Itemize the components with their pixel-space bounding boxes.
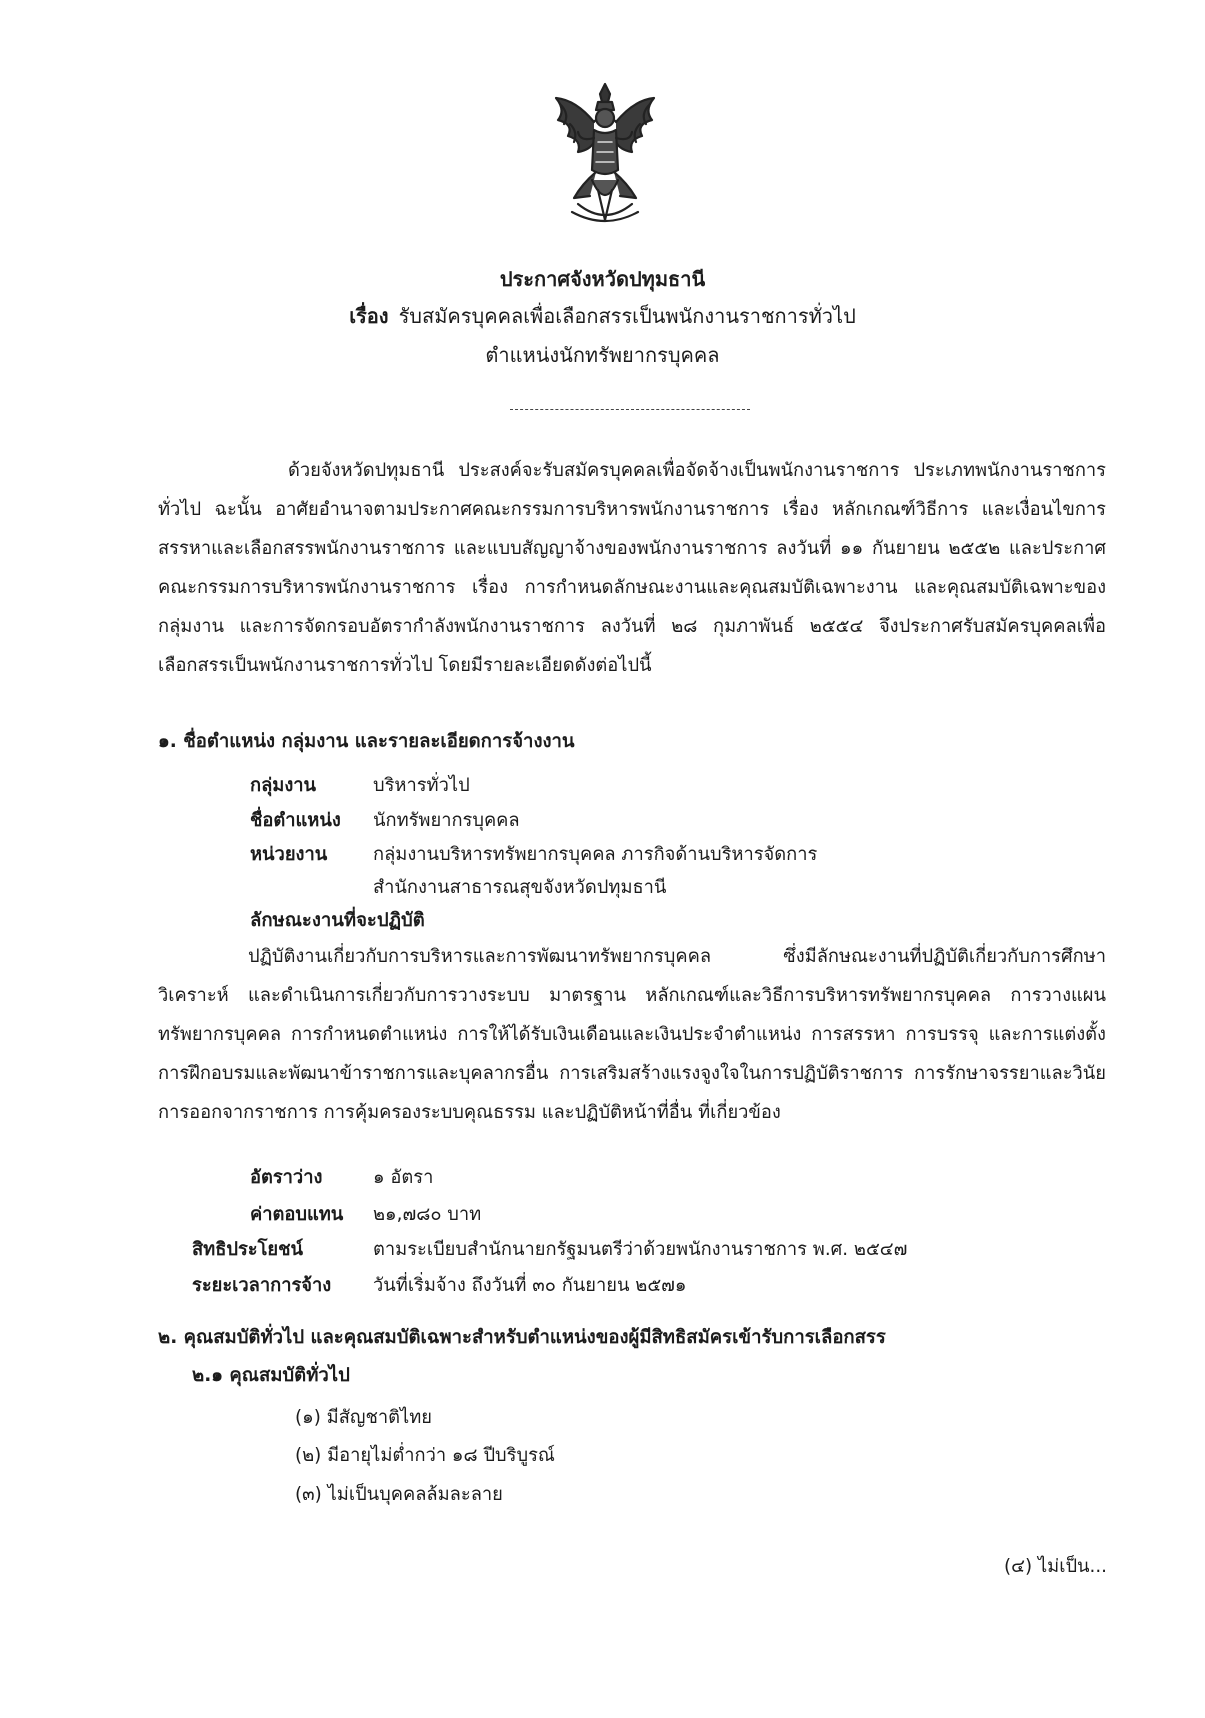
unit-row-continued (250, 873, 666, 903)
benefits-row (192, 1235, 907, 1265)
intro-paragraph: ด้วยจังหวัดปทุมธานี ประสงค์จะรับสมัครบุคคลเพื่อจัดจ้างเป็นพนักงานราชการ ประเภทพนักงานราชการทั่วไป ฉะนั้น อาศัยอำนาจตามประกาศคณะกรรมการบริหารพนักงานราชการ เรื่อง หลักเกณฑ์วิธีการ และเงื่อนไขการสรรหาและเลือกสรรพนักงานราชการ และแบบสัญญาจ้างของพนักงานราชการ ลงวันที่ ๑๑ กันยายน ๒๕๕๒ และประกาศคณะกรรมการบริหารพนักงานราชการ เรื่อง การกำหนดลักษณะงานและคุณสมบัติเฉพาะงาน และคุณสมบัติเฉพาะของกลุ่มงาน และการจัดกรอบอัตรากำลังพนักงานราชการ ลงวันที่ ๒๘ กุมภาพันธ์ ๒๕๕๔ จึงประกาศรับสมัครบุคคลเพื่อเลือกสรรเป็นพนักงานราชการทั่วไป โดยมีรายละเอียดดังต่อไปนี้ (158, 460, 1106, 676)
unit-value-line-1: กลุ่มงานบริหารทรัพยากรบุคคล ภารกิจด้านบริหารจัดการ (373, 844, 818, 865)
duties-paragraph: ปฏิบัติงานเกี่ยวกับการบริหารและการพัฒนาทรัพยากรบุคคล ซึ่งมีลักษณะงานที่ปฏิบัติเกี่ยวกับการศึกษา วิเคราะห์ และดำเนินการเกี่ยวกับการวางระบบ มาตรฐาน หลักเกณฑ์และวิธีการบริหารทรัพยากรบุคคล การวางแผนทรัพยากรบุคคล การกำหนดตำแหน่ง การให้ได้รับเงินเดือนและเงินประจำตำแหน่ง การสรรหา การบรรจุ และการแต่งตั้ง การฝึกอบรมและพัฒนาข้าราชการและบุคลากรอื่น การเสริมสร้างแรงจูงใจในการปฏิบัติราชการ การรักษาจรรยาและวินัย การออกจากราชการ การคุ้มครองระบบคุณธรรม และปฏิบัติหน้าที่อื่น ที่เกี่ยวข้อง (158, 946, 1106, 1123)
unit-label: หน่วยงาน (250, 844, 328, 865)
vacancy-value: ๑ อัตรา (373, 1167, 434, 1188)
qualification-item: (๒) มีอายุไม่ต่ำกว่า ๑๘ ปีบริบูรณ์ (295, 1445, 555, 1466)
position-row (250, 806, 520, 836)
section-1-heading: ๑. ชื่อตำแหน่ง กลุ่มงาน และรายละเอียดการจ้างงาน (158, 731, 575, 752)
continuation-marker: (๔) ไม่เป็น... (1004, 1556, 1107, 1577)
group-label: กลุ่มงาน (250, 775, 317, 796)
section-2-heading: ๒. คุณสมบัติทั่วไป และคุณสมบัติเฉพาะสำหรับตำแหน่งของผู้มีสิทธิสมัครเข้ารับการเลือกสรร (158, 1327, 886, 1348)
section-2-1-heading: ๒.๑ คุณสมบัติทั่วไป (192, 1365, 350, 1386)
position-line: ตำแหน่งนักทรัพยากรบุคคล (485, 343, 720, 367)
period-row (192, 1271, 687, 1301)
position-label: ชื่อตำแหน่ง (250, 810, 341, 831)
benefits-value: ตามระเบียบสำนักนายกรัฐมนตรีว่าด้วยพนักงานราชการ พ.ศ. ๒๕๔๗ (373, 1239, 908, 1260)
position-value: นักทรัพยากรบุคคล (373, 810, 520, 831)
group-row (250, 771, 470, 801)
subject-text: รับสมัครบุคคลเพื่อเลือกสรรเป็นพนักงานราชการทั่วไป (398, 304, 856, 328)
group-value: บริหารทั่วไป (373, 775, 470, 796)
dashed-divider (510, 409, 750, 410)
subject-label: เรื่อง (349, 304, 389, 328)
unit-row (250, 840, 817, 870)
vacancy-label: อัตราว่าง (250, 1167, 323, 1188)
pay-label: ค่าตอบแทน (250, 1204, 344, 1225)
period-label: ระยะเวลาการจ้าง (192, 1275, 332, 1296)
qualification-item: (๑) มีสัญชาติไทย (295, 1407, 432, 1428)
benefits-label: สิทธิประโยชน์ (192, 1239, 304, 1260)
period-value: วันที่เริ่มจ้าง ถึงวันที่ ๓๐ กันยายน ๒๕๗๑ (373, 1275, 687, 1296)
announcement-title: ประกาศจังหวัดปทุมธานี (499, 267, 706, 291)
vacancy-row (250, 1163, 433, 1193)
pay-value: ๒๑,๗๘๐ บาท (373, 1204, 482, 1225)
pay-row (250, 1200, 481, 1230)
qualification-item: (๓) ไม่เป็นบุคคลล้มละลาย (295, 1484, 503, 1505)
announcement-subject (0, 301, 1205, 331)
duties-heading: ลักษณะงานที่จะปฏิบัติ (250, 910, 425, 931)
garuda-emblem-icon (548, 80, 662, 230)
unit-value-line-2: สำนักงานสาธารณสุขจังหวัดปทุมธานี (373, 877, 667, 898)
